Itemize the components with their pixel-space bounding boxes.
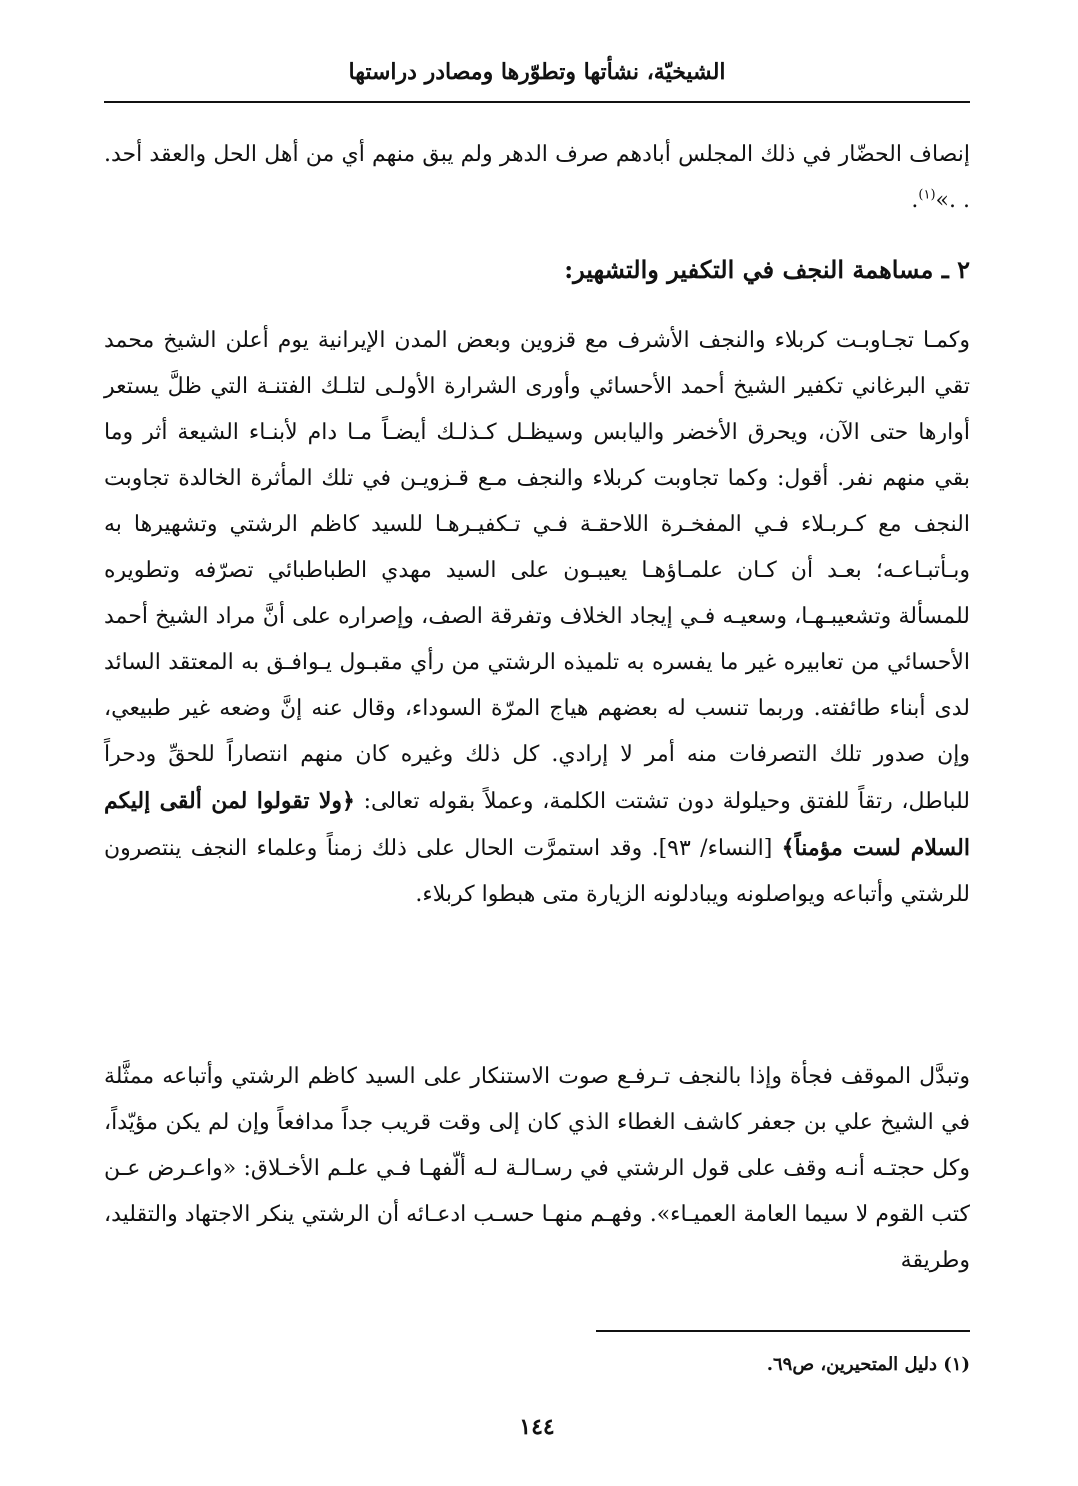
paragraph-1-end: . [911,188,919,213]
paragraph-1-text: إنصاف الحضّار في ذلك المجلس أبادهم صرف الدهر ولم يبق منهم أي من أهل الحل والعقد أحد. . .» [104,142,970,213]
paragraph-2-text-a: وكمـا تجـاوبـت كربلاء والنجف الأشرف مع قزوين وبعض المدن الإيرانية يوم أعلن الشيخ محمد تقي البرغاني تكفير الشيخ أحمد الأحسائي وأورى الشرارة الأولـى لتلـك الفتنـة التي ظلَّ يستعر أوارها حتى الآن، ويحرق الأخضر واليابس وسيظـل كـذلـك أيضـاً مـا دام لأبنـاء الشيعة أثر وما بقي منهم نفر. أقول: وكما تجاوبت كربلاء والنجف مـع قـزويـن في تلك المأثرة الخالدة تجاوبت النجف مع كـربـلاء فـي المفخـرة اللاحقـة فـي تـكفيـرهـا للسيد كاظم الرشتي وتشهيرها به وبـأتبـاعـه؛ بعـد أن كـان علمـاؤهـا يعيبـون على السيد مهدي الطباطبائي تصرّفه وتطويره للمسألة وتشعيبـهـا، وسعيـه فـي إيجاد الخلاف وتفرقة الصف، وإصراره على أنَّ مراد الشيخ أحمد الأحسائي من تعابيره غير ما يفسره به تلميذه الرشتي من رأي مقبـول يـوافـق به المعتقد السائد لدى أبناء طائفته. وربما تنسب له بعضهم هياج المرّة السوداء، وقال عنه إنَّ وضعه غير طبيعي، وإن صدور تلك التصرفات منه أمر لا إرادي. كل ذلك وغيره كان منهم انتصاراً للحقِّ ودحراً للباطل، رتقاً للفتق وحيلولة دون تشتت الكلمة، وعملاً بقوله تعالى: [104,328,970,814]
running-header: الشيخيّة، نشأتها وتطوّرها ومصادر دراستها [348,59,726,85]
footnote-ref: (١) [918,187,936,203]
paragraph-1 [104,132,970,224]
paragraph-2-text-b: وقد استمرَّت الحال على ذلك زمناً وعلماء النجف ينتصرون للرشتي وأتباعه ويواصلونه ويبادلونه الزيارة متى هبطوا كربلاء. [104,836,970,907]
section-heading: ٢ ـ مساهمة النجف في التكفير والتشهير: [564,255,970,284]
paragraph-2 [104,318,970,918]
footnote: (١) دليل المتحيرين، ص٦٩. [766,1354,970,1375]
quran-verse: ﴿ولا تقولوا لمن ألقى إليكم السلام لست مؤمناً﴾ [104,788,970,861]
header-rule [104,101,970,103]
footnote-rule [596,1330,970,1332]
quran-reference: [النساء/ ٩٣]. [651,836,773,861]
page-number: ١٤٤ [519,1414,555,1440]
paragraph-3: وتبدَّل الموقف فجأة وإذا بالنجف تـرفـع صوت الاستنكار على السيد كاظم الرشتي وأتباعه ممثَّلة في الشيخ علي بن جعفر كاشف الغطاء الذي كان إلى وقت قريب جداً مدافعاً وإن لم يكن مؤيّداً، وكل حجتـه أنـه وقف على قول الرشتي في رسـالـة لـه ألّفهـا فـي علـم الأخـلاق: «واعـرض عـن كتب القوم لا سيما العامة العميـاء». وفهـم منهـا حسـب ادعـائه أن الرشتي ينكر الاجتهاد والتقليد، وطريقة [104,1064,970,1273]
